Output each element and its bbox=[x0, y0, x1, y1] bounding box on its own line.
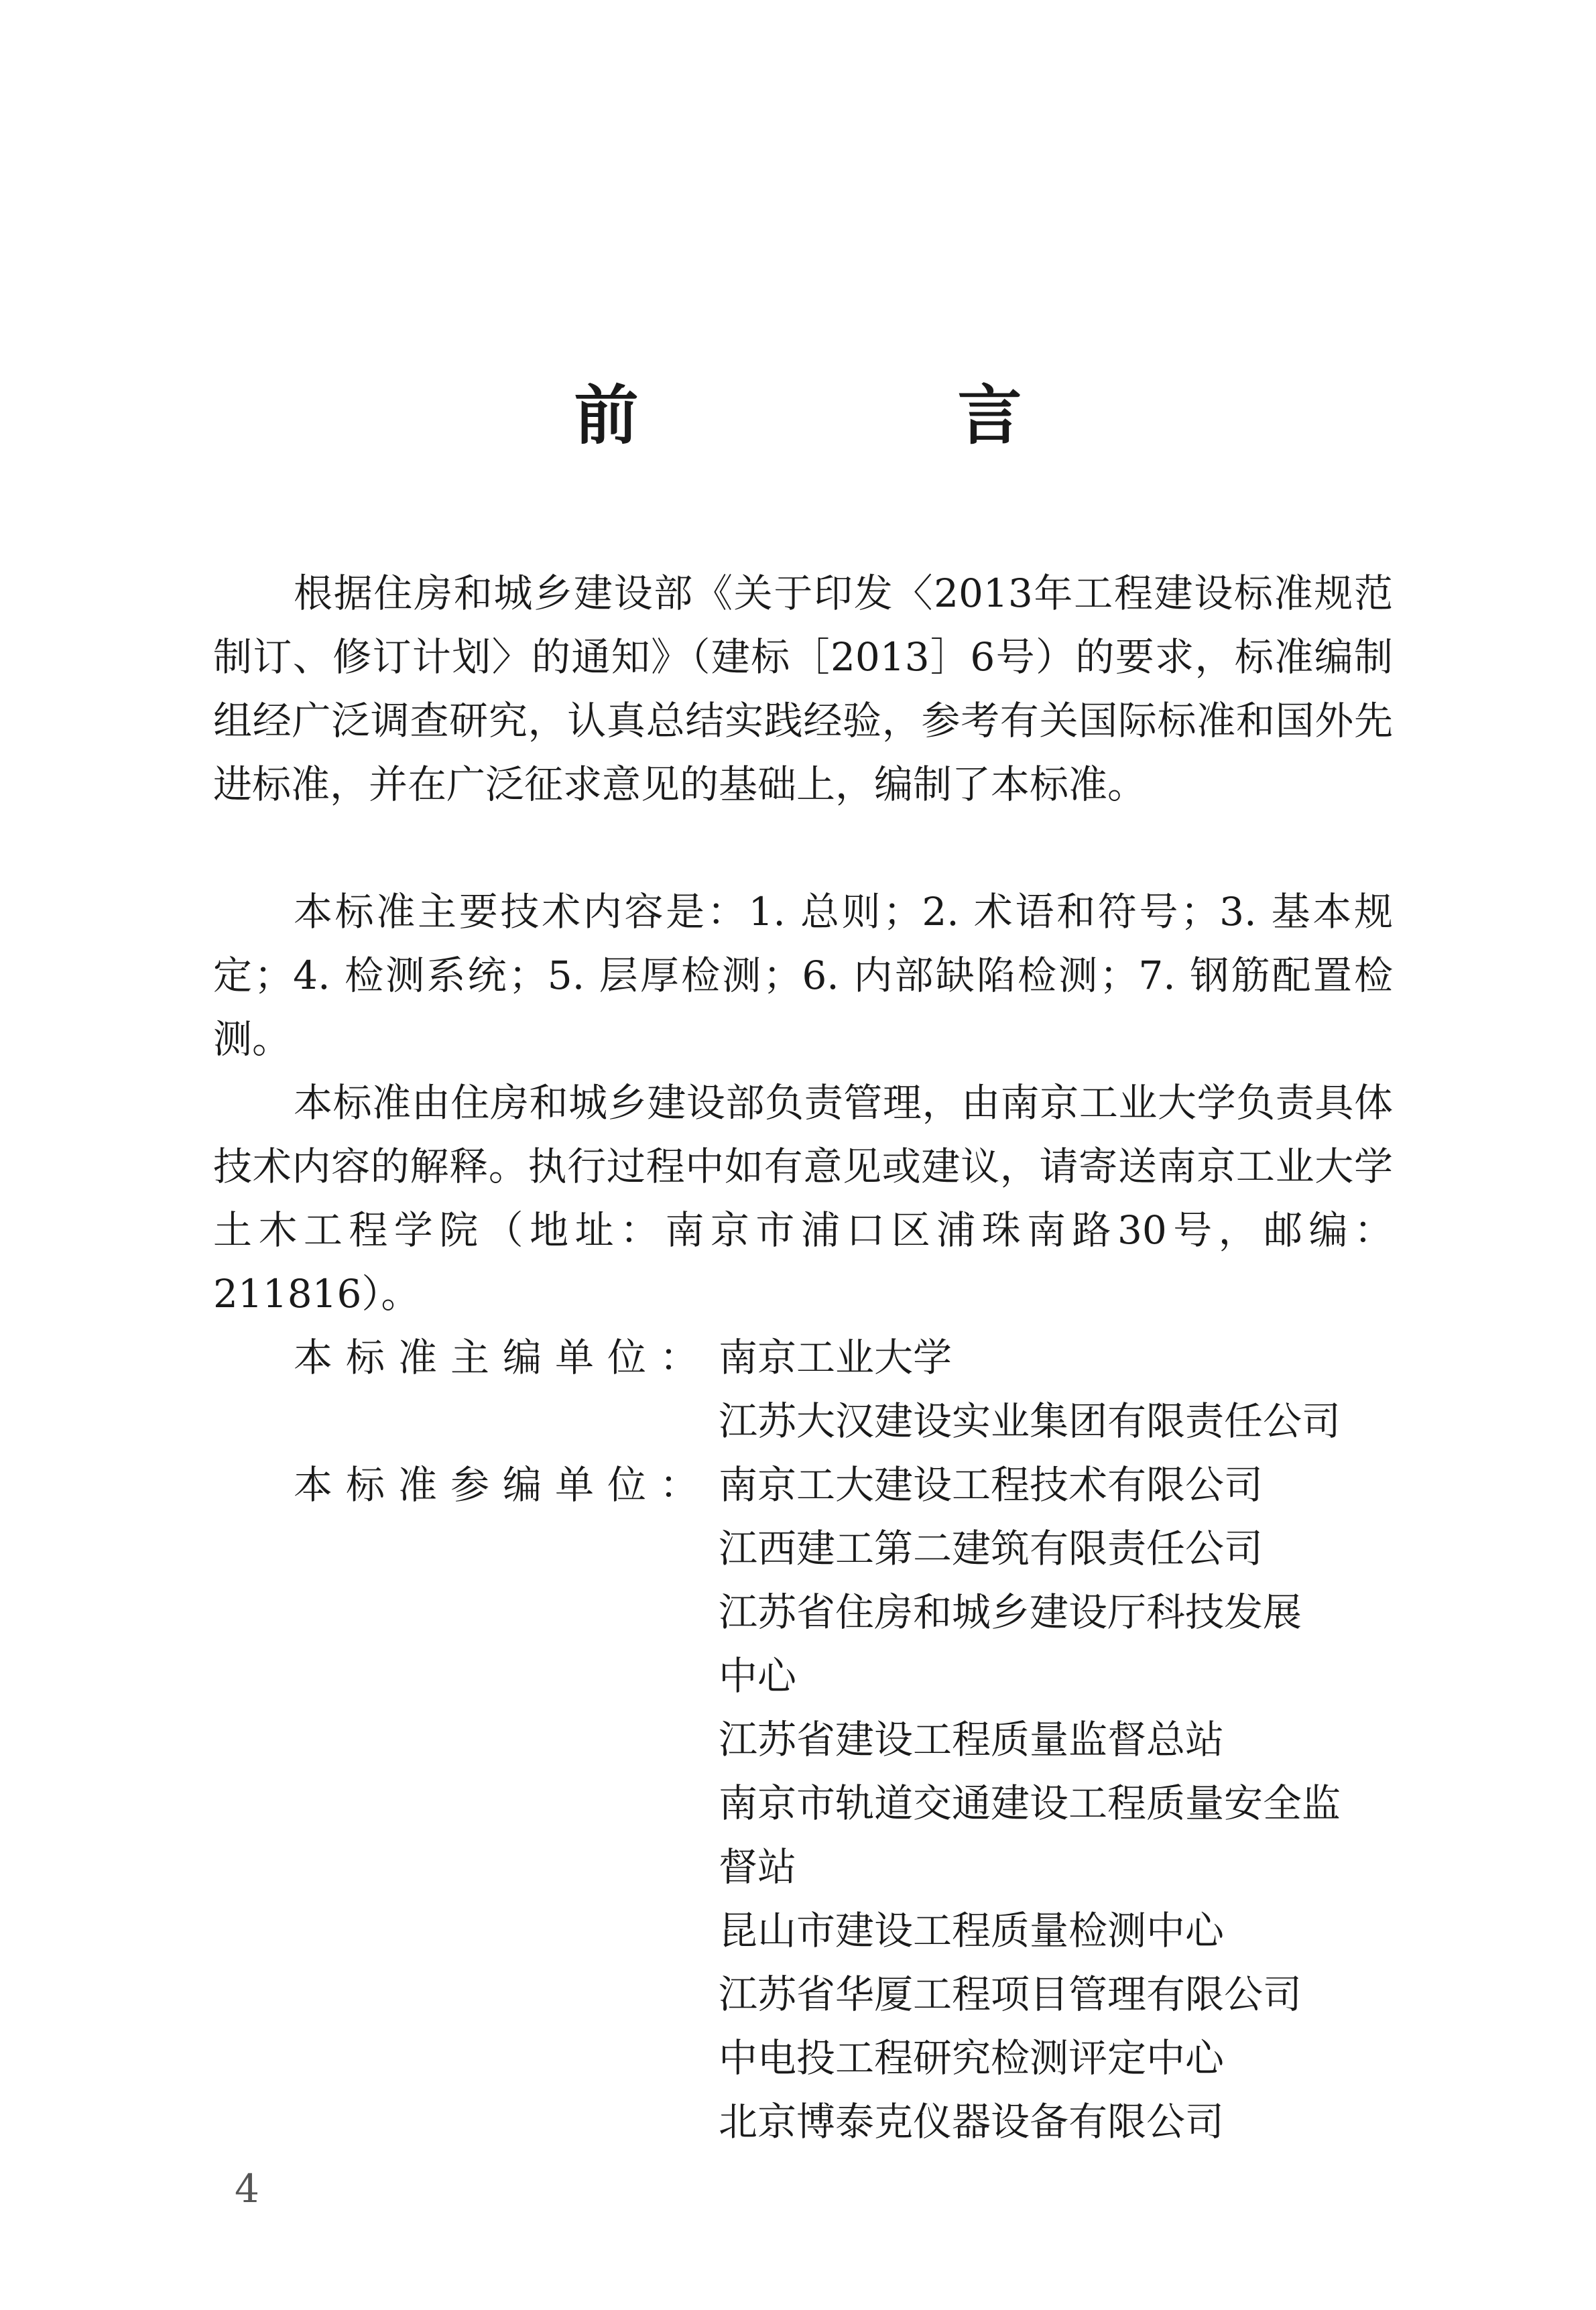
chief-editor-units-label: 本标准主编单位： bbox=[294, 1335, 713, 1380]
chief-editor-units-list bbox=[719, 1326, 1393, 1453]
page-number: 4 bbox=[235, 2166, 259, 2211]
page-title: 前 言 bbox=[574, 377, 1150, 453]
participating-unit: 南京工大建设工程技术有限公司 bbox=[719, 1462, 1264, 1508]
participating-unit: 督站 bbox=[719, 1844, 797, 1890]
participating-units-label: 本标准参编单位： bbox=[294, 1462, 713, 1508]
preface-paragraph-contents: 本标准主要技术内容是：1. 总则；2. 术语和符号；3. 基本规定；4. 检测系统；5. 层厚检测；6. 内部缺陷检测；7. 钢筋配置检测。 bbox=[213, 889, 1393, 1062]
participating-unit: 江西建工第二建筑有限责任公司 bbox=[719, 1526, 1264, 1571]
chief-editor-unit: 江苏大汉建设实业集团有限责任公司 bbox=[719, 1398, 1341, 1444]
participating-unit: 中心 bbox=[719, 1653, 797, 1699]
participating-unit: 江苏省华厦工程项目管理有限公司 bbox=[719, 1971, 1302, 2017]
participating-unit: 南京市轨道交通建设工程质量安全监 bbox=[719, 1780, 1341, 1826]
preface-paragraph-management: 本标准由住房和城乡建设部负责管理，由南京工业大学负责具体技术内容的解释。执行过程中如有意见或建议，请寄送南京工业大学土木工程学院（地址：南京市浦口区浦珠南路30号，邮编：211816）。 bbox=[213, 1080, 1393, 1317]
participating-unit: 江苏省住房和城乡建设厅科技发展 bbox=[719, 1589, 1302, 1635]
participating-unit: 昆山市建设工程质量检测中心 bbox=[719, 1908, 1225, 1953]
participating-unit: 中电投工程研究检测评定中心 bbox=[719, 2035, 1225, 2081]
preface-paragraph-basis: 根据住房和城乡建设部《关于印发〈2013年工程建设标准规范制订、修订计划〉的通知》（建标［2013］6号）的要求，标准编制组经广泛调查研究，认真总结实践经验，参考有关国际标准和国外先进标准，并在广泛征求意见的基础上，编制了本标准。 bbox=[213, 570, 1393, 807]
participating-unit: 江苏省建设工程质量监督总站 bbox=[719, 1717, 1225, 1762]
chief-editor-unit: 南京工业大学 bbox=[719, 1335, 953, 1380]
participating-units-list bbox=[719, 1453, 1393, 2154]
participating-unit: 北京博泰克仪器设备有限公司 bbox=[719, 2099, 1225, 2144]
